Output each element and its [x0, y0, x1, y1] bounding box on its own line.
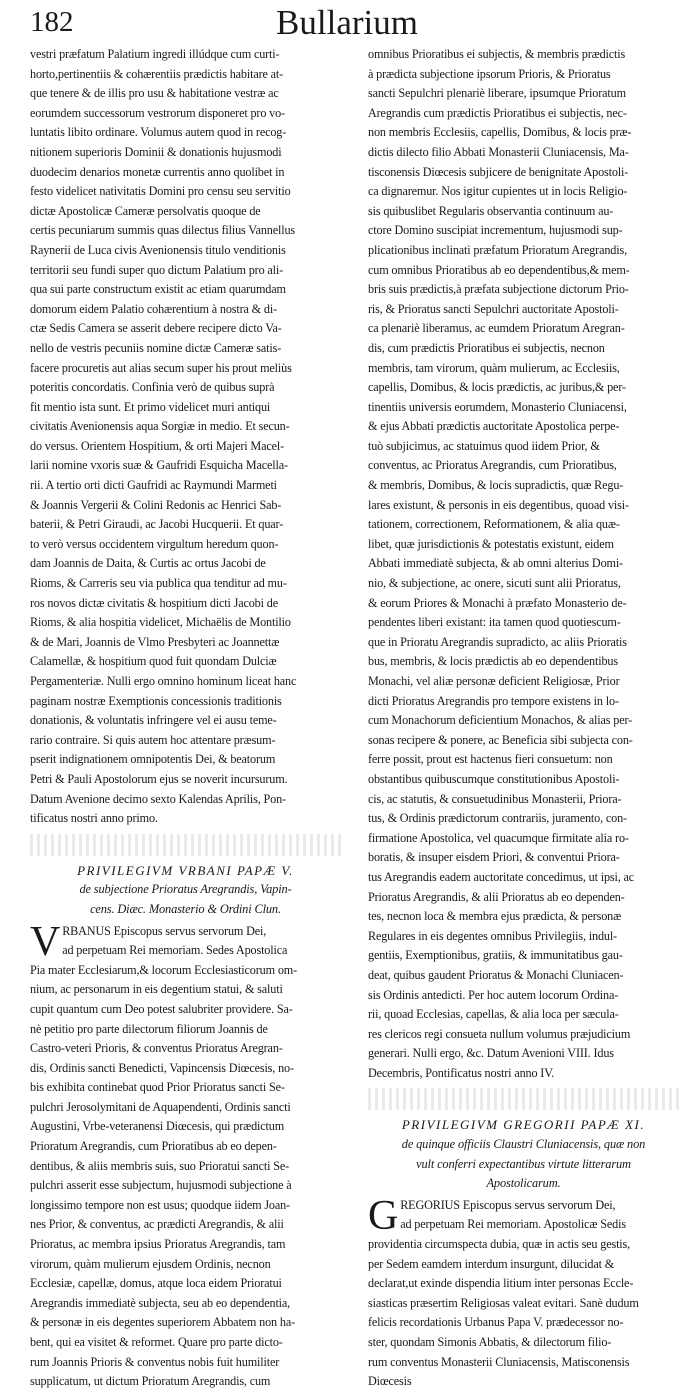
text-line: Rioms, & Carreris seu via publica qua tenditur ad mu- — [30, 576, 287, 591]
text-line: to verò versus occidentem virgultum heredum quon- — [30, 536, 279, 551]
section-subtitle-line: vult conferri expectantibus virtute litterarum — [416, 1156, 631, 1171]
text-line: pulchri Jerosolymitani de Aquapendenti, Ordinis sancti — [30, 1099, 291, 1114]
text-line: festo videlicet nativitatis Domini pro censu seu servitio — [30, 184, 291, 199]
text-line: boratis, & insuper eisdem Priori, & conventui Priora- — [368, 850, 620, 865]
text-line: cis, ac statutis, & consuetudinibus Monasterii, Priora- — [368, 791, 622, 806]
text-line: & personæ in eis degentes superiorem Abbatem non ha- — [30, 1315, 296, 1330]
text-line: non membris Ecclesiis, capellis, Domibus, & locis præ- — [368, 125, 632, 140]
text-line: dis, Ordinis sancti Benedicti, Vapincensis Diœcesis, no- — [30, 1060, 294, 1075]
text-line: tationem, correctionem, Reformationem, & alia quæ- — [368, 517, 620, 532]
text-line: ros novos dictæ civitatis & hospitium dicti Jacobi de — [30, 595, 278, 610]
text-line: bris suis prædictis,à præfata subjectione dictorum Prio- — [368, 282, 629, 297]
text-line: & membris, Domibus, & locis supradictis, quæ Regu- — [368, 478, 624, 493]
dropcap-letter: G — [368, 1192, 399, 1239]
text-line: larii nomine vxoris suæ & Gaufridi Esquicha Macella- — [30, 458, 288, 473]
text-line: pserit indignationem omnipotentis Dei, & beatorum — [30, 752, 276, 767]
text-line: donationis, & voluntatis infringere vel ei ausu teme- — [30, 713, 277, 728]
text-line: virorum, quàm mulierum ejusdem Ordinis, necnon — [30, 1256, 271, 1271]
text-line: nes Prior, & conventus, ac prædicti Aregrandis, & alii — [30, 1217, 284, 1232]
text-line: Calamellæ, & hospitium quod fuit quondam Dulciæ — [30, 654, 277, 669]
text-line: deat, quibus gaudent Prioratus & Monachi Cluniacen- — [368, 967, 624, 982]
text-line: rum Joannis Prioris & conventus nobis fuit humiliter — [30, 1354, 280, 1369]
text-line: ca dignaremur. Nos igitur cupientes ut in locis Religio- — [368, 184, 628, 199]
text-line: certis pecuniarum summis quas dilectus filius Vannellus — [30, 223, 296, 238]
text-line: Pia mater Ecclesiarum,& locorum Ecclesiasticorum om- — [30, 962, 298, 977]
text-line: dam Joannis de Daita, & Curtis ac ortus Jacobi de — [30, 556, 266, 571]
text-line: generari. Nulli ergo, &c. Datum Avenioni VIII. Idus — [368, 1046, 614, 1061]
text-line: rii, quoad Ecclesias, capellas, & alia loca per sæcula- — [368, 1007, 619, 1022]
text-line: plicationibus inclinati præfatum Prioratum Aregrandis, — [368, 242, 627, 257]
text-line: rario contraire. Si quis autem hoc attentare præsum- — [30, 732, 276, 747]
text-line: civitatis Avenionensis aqua Sorgiæ in medio. Et secun- — [30, 419, 290, 434]
text-line: Datum Avenione decimo sexto Kalendas Aprilis, Pon- — [30, 791, 286, 806]
text-line: luntatis libito ordinare. Volumus autem quod in recog- — [30, 125, 287, 140]
text-line: Castro-veteri Prioris, & conventus Prioratus Aregran- — [30, 1041, 283, 1056]
text-line: pulchri asserit esse subjectum, hujusmodi subjectione à — [30, 1178, 292, 1193]
text-line: bus, membris, & locis prædictis ab eo dependentibus — [368, 654, 618, 669]
right-column — [368, 45, 679, 1392]
text-line: tisconensis Diœcesis subjicere de benignitate Apostoli- — [368, 164, 629, 179]
text-line: tinentiis universis eorumdem, Monasterio Cluniacensi, — [368, 399, 627, 414]
text-line: horto,pertinentiis & cohærentiis prædictis habitare at- — [30, 66, 284, 81]
text-line: cum Monachorum deficientium Monachos, & alias per- — [368, 713, 633, 728]
text-line: dictæ Apostolicæ Cameræ persolvatis quoque de — [30, 203, 261, 218]
text-line: RBANUS Episcopus servus servorum Dei, — [62, 923, 267, 938]
text-line: nè petitio pro parte dilectorum filiorum Joannis de — [30, 1021, 268, 1036]
text-line: nio, & subjectione, ac onere, sicuti sunt alii Prioratus, — [368, 576, 621, 591]
text-line: rum conventus Monasterii Cluniacensis, Matisconensis — [368, 1354, 630, 1369]
text-line: Decembris, Pontificatus nostri anno IV. — [368, 1065, 555, 1080]
text-line: nello de vestris pecuniis nomine dictæ Cameræ satis- — [30, 340, 282, 355]
ornament-divider — [30, 834, 341, 856]
text-line: Ecclesiæ, capellæ, domus, atque loca eidem Prioratui — [30, 1276, 282, 1291]
ornament-divider — [368, 1088, 679, 1110]
text-line: Abbati immediatè subjecta, & ab omni alterius Domi- — [368, 556, 623, 571]
text-line: baterii, & Petri Giraudi, ac Jacobi Hucquerii. Et quar- — [30, 517, 284, 532]
text-line: que tenere & de illis pro usu & habitatione vestræ ac — [30, 86, 279, 101]
text-line: bis exhibita continebat quod Prior Prioratus sancti Se- — [30, 1080, 285, 1095]
text-line: do versus. Orientem Hospitium, & orti Majeri Macel- — [30, 438, 284, 453]
text-line: Rioms, & alia hospitia videlicet, Michaëlis de Montilio — [30, 615, 291, 630]
text-line: Prioratum Aregrandis, cum Prioratibus ab eo depen- — [30, 1139, 277, 1154]
text-line: duodecim denarios monetæ currentis anno quolibet in — [30, 164, 285, 179]
section-title-urban — [30, 861, 341, 920]
text-line: & Joannis Vergerii & Colini Redonis ac Henrici Sab- — [30, 497, 282, 512]
section-title-gregory — [368, 1115, 679, 1193]
left-text-bottom — [30, 941, 341, 1392]
section-subtitle-line: cens. Diæc. Monasterio & Ordini Clun. — [90, 901, 281, 916]
section-subtitle-line: Apostolicarum. — [486, 1176, 561, 1191]
text-line: dictis dilecto filio Abbati Monasterii Cluniacensis, Ma- — [368, 144, 629, 159]
section-subtitle-line: de subjectione Prioratus Aregrandis, Vapin- — [79, 882, 292, 897]
text-line: rii. A tertio orti dicti Gaufridi ac Raymundi Marmeti — [30, 478, 277, 493]
text-line: dentibus, & aliis membris suis, suo Prioratui sancti Se- — [30, 1158, 290, 1173]
running-title: Bullarium — [276, 3, 418, 42]
text-line: sancti Sepulchri plenariè liberare, ipsumque Prioratum — [368, 86, 626, 101]
text-line: obstantibus quibuscumque constitutionibus Apostoli- — [368, 771, 620, 786]
text-line: Regulares in eis degentes omnibus Privilegiis, indul- — [368, 928, 617, 943]
text-line: tus, & Ordinis prædictorum contrariis, juramento, con- — [368, 811, 627, 826]
section-subtitle-line: de quinque officiis Claustri Cluniacensis, quæ non — [401, 1137, 646, 1152]
text-line: nium, ac personarum in eis degentium statui, & saluti — [30, 982, 283, 997]
text-line: Raynerii de Luca civis Avenionensis titulo venditionis — [30, 242, 286, 257]
text-line: declarat,ut exinde dispendia litium inter personas Eccle- — [368, 1276, 634, 1291]
text-line: Petri & Pauli Apostolorum ejus se noverit incursurum. — [30, 771, 288, 786]
text-line: facere procuretis aut alias secum super his prout meliùs — [30, 360, 292, 375]
text-line: ad perpetuam Rei memoriam. Apostolicæ Sedis — [400, 1217, 626, 1232]
left-text-top — [30, 45, 341, 829]
text-line: & eorum Priores & Monachi à præfato Monasterio de- — [368, 595, 627, 610]
text-line: lares existunt, & personis in eis degentibus, quoad visi- — [368, 497, 629, 512]
text-line: tuò subjicimus, ac statuimus quod iidem Prior, & — [368, 438, 600, 453]
text-line: tus Aregrandis eadem auctoritate concedimus, ut ipsi, ac — [368, 869, 635, 884]
text-line: territorii seu fundi super quo dictum Palatium pro ali- — [30, 262, 284, 277]
page-number: 182 — [30, 6, 74, 38]
text-line: nitionem superioris Dominii & donationis hujusmodi — [30, 144, 282, 159]
text-line: & ejus Abbati prædictis auctoritate Apostolica perpe- — [368, 419, 620, 434]
text-line: ctæ Sedis Camera se asserit debere recipere dicto Va- — [30, 321, 282, 336]
text-line: à prædicta subjectione ipsorum Prioris, & Prioratus — [368, 66, 611, 81]
text-line: qua sui parte constructum existit ac etiam quarumdam — [30, 282, 286, 297]
text-line: Monachi, vel aliæ personæ deficient Religiosæ, Prior — [368, 674, 620, 688]
text-line: Aregrandis cum prædictis Prioratibus ei subjectis, nec- — [368, 105, 627, 120]
text-line: longissimo tempore non est usus; quodque iidem Joan- — [30, 1197, 290, 1212]
text-line: capellis, Domibus, & locis prædictis, ac juribus,& per- — [368, 380, 626, 395]
text-line: dis, cum prædictis Prioratibus ei subjectis, necnon — [368, 340, 605, 355]
text-line: fit mentio ista sunt. Et primo videlicet muri antiqui — [30, 399, 271, 414]
text-line: Aregrandis immediatè subjecta, seu ab eo dependentia, — [30, 1295, 291, 1310]
text-line: cum omnibus Prioratibus ab eo dependentibus,& mem- — [368, 262, 630, 277]
text-line: res clericos regi consueta nullum volumus præjudicium — [368, 1026, 631, 1041]
text-line: ris, & Prioratus sancti Sepulchri auctoritate Apostoli- — [368, 301, 619, 316]
text-line: ferre possit, prout est hactenus fieri consuetum: non — [368, 752, 613, 767]
text-line: firmatione Apostolica, vel quacumque firmitate alia ro- — [368, 830, 629, 845]
dropcap-letter: V — [30, 918, 61, 965]
text-line: Prioratus, ac membra ipsius Prioratus Aregrandis, tam — [30, 1237, 286, 1252]
text-line: REGORIUS Episcopus servus servorum Dei, — [400, 1197, 616, 1212]
right-text-bottom — [368, 1215, 679, 1391]
text-line: dicti Prioratus Aregrandis pro tempore existens in lo- — [368, 693, 619, 708]
text-line: libet, quæ jurisdictionis & potestatis existunt, eidem — [368, 536, 614, 551]
text-line: ad perpetuam Rei memoriam. Sedes Apostolica — [62, 943, 288, 958]
text-line: conventus, ac Prioratus Aregrandis, cum Prioratibus, — [368, 458, 617, 473]
text-line: ca plenariè liberamus, ac eumdem Prioratum Aregran- — [368, 321, 625, 336]
text-line: ctore Domino suscipiat incrementum, hujusmodi sup- — [368, 223, 623, 238]
text-line: poteritis concordatis. Confinia verò de quibus suprà — [30, 380, 275, 395]
text-line: vestri præfatum Palatium ingredi illúdque cum curti- — [30, 47, 280, 61]
text-line: per Sedem eamdem interdum insurgunt, dilucidat & — [368, 1256, 615, 1271]
text-line: Prioratus Aregrandis, & alii Prioratus ab eo dependen- — [368, 889, 625, 904]
text-line: que in Prioratu Aregrandis supradicto, ac aliis Prioratis — [368, 634, 627, 649]
left-column — [30, 45, 341, 1392]
text-line: ster, quondam Simonis Abbatis, & dilectorum filio- — [368, 1335, 612, 1349]
text-line: omnibus Prioratibus ei subjectis, & membris prædictis — [368, 47, 626, 61]
text-line: tes, necnon loca & membra ejus prædicta, & personæ — [368, 909, 622, 924]
text-line: pendentes liberi existant: ita tamen quod quotiescum- — [368, 615, 621, 630]
text-line: bent, qui ea visitet & reformet. Quare pro parte dicto- — [30, 1335, 283, 1349]
text-line: tificatus nostri anno primo. — [30, 811, 158, 826]
text-line: paginam nostræ Exemptionis concessionis traditionis — [30, 693, 282, 708]
text-line: & de Mari, Joannis de Vlmo Presbyteri ac Joannettæ — [30, 634, 280, 649]
text-line: siasticas præsertim Religiosas valeat evitari. Sanè dudum — [368, 1295, 639, 1310]
text-line: eorumdem successorum vestrorum disponeret pro vo- — [30, 105, 285, 120]
section-heading: PRIVILEGIVM GREGORII PAPÆ XI. — [401, 1117, 646, 1133]
text-line: sonas recipere & ponere, ac Beneficia sibi subjecta con- — [368, 732, 633, 747]
text-line: sis Ordinis antedicti. Per hoc autem locorum Ordina- — [368, 987, 619, 1002]
text-line: Diœcesis — [368, 1374, 412, 1389]
text-line: felicis recordationis Urbanus Papa V. prædecessor no- — [368, 1315, 624, 1330]
text-line: Pergamenteriæ. Nulli ergo omnino hominum liceat hanc — [30, 674, 297, 688]
text-line: sis quibuslibet Regularis observantia continuum au- — [368, 203, 614, 218]
text-line: gentiis, Exemptionibus, gratiis, & immunitatibus gau- — [368, 948, 623, 963]
right-text-top — [368, 45, 679, 1083]
text-line: Augustini, Vrbe-veteranensi Diœcesis, qui prædictum — [30, 1119, 285, 1134]
text-line: providentia circumspecta dubia, quæ in actis seu gestis, — [368, 1237, 631, 1252]
text-line: membris, tam virorum, quàm mulierum, ac Ecclesiis, — [368, 360, 620, 375]
text-line: supplicatum, ut dictum Prioratum Aregrandis, cum — [30, 1374, 271, 1389]
section-heading: PRIVILEGIVM VRBANI PAPÆ V. — [77, 862, 294, 878]
text-line: cupit quantum cum Deo potest salubriter providere. Sa- — [30, 1001, 293, 1016]
text-line: domorum eidem Palatio cohærentium à nostra & di- — [30, 301, 277, 316]
